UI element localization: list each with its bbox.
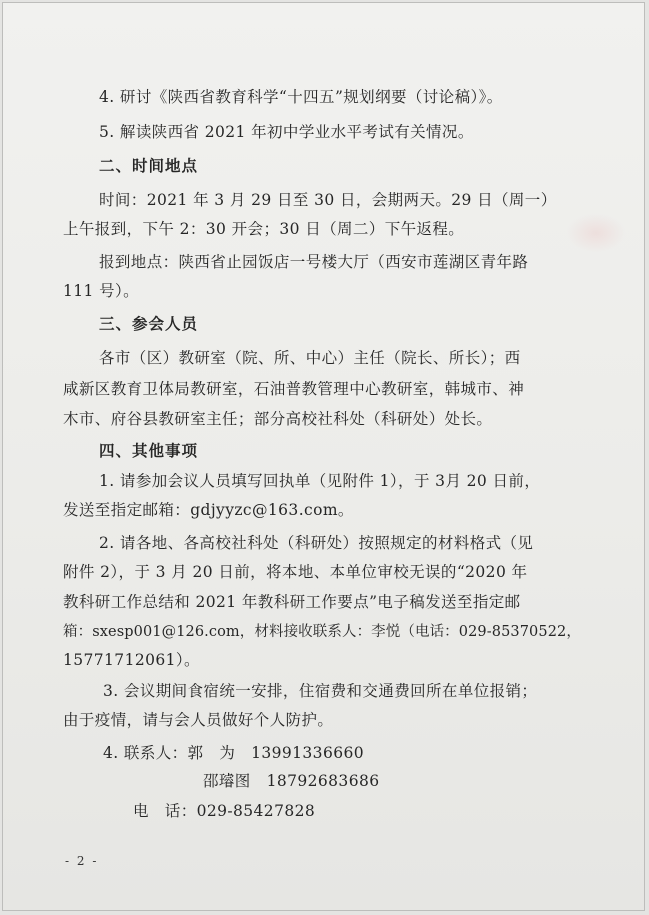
time-line-1: 时间：2021 年 3 月 29 日至 30 日，会期两天。29 日（周一） [99,191,557,209]
contact-person-2: 邵璿图 18792683686 [203,772,380,790]
venue-line-1: 报到地点：陕西省止园饭店一号楼大厅（西安市莲湖区青年路 [99,253,529,271]
other-item-2-line-5: 15771712061）。 [63,651,200,669]
item-5-exam-briefing: 5. 解读陕西省 2021 年初中学业水平考试有关情况。 [99,123,474,141]
section-4-heading: 四、其他事项 [99,442,199,460]
other-item-2-line-4: 箱：sxesp001@126.com，材料接收联系人：李悦（电话：029-85370522， [63,624,581,640]
other-item-2-line-2: 附件 2），于 3 月 20 日前，将本地、本单位审校无误的“2020 年 [63,563,528,581]
other-item-3-line-1: 3. 会议期间食宿统一安排，住宿费和交通费回所在单位报销； [103,682,538,700]
other-item-2-line-1: 2. 请各地、各高校社科处（科研处）按照规定的材料格式（见 [99,534,534,552]
time-line-2: 上午报到，下午 2：30 开会；30 日（周二）下午返程。 [63,220,465,238]
attendees-line-1: 各市（区）教研室（院、所、中心）主任（院长、所长）；西 [99,349,521,367]
other-item-1-line-2: 发送至指定邮箱：gdjyyzc@163.com。 [63,501,354,519]
other-item-3-line-2: 由于疫情，请与会人员做好个人防护。 [63,711,334,729]
attendees-line-3: 木市、府谷县教研室主任；部分高校社科处（科研处）处长。 [63,410,493,428]
contact-phone: 电 话：029-85427828 [133,802,316,820]
document-page [2,2,645,911]
venue-line-2: 111 号）。 [63,282,140,300]
faint-stamp-mark [566,213,626,253]
page-number: - 2 - [65,854,99,868]
section-2-heading: 二、时间地点 [99,157,199,175]
other-item-2-line-3: 教科研工作总结和 2021 年教科研工作要点”电子稿发送至指定邮 [63,593,521,611]
attendees-line-2: 咸新区教育卫体局教研室，石油普教管理中心教研室，韩城市、神 [63,380,525,398]
contact-person-1: 4. 联系人：郭 为 13991336660 [103,744,364,762]
item-4-discuss-outline: 4. 研讨《陕西省教育科学“十四五”规划纲要（讨论稿）》。 [99,88,503,106]
section-3-heading: 三、参会人员 [99,315,199,333]
other-item-1-line-1: 1. 请参加会议人员填写回执单（见附件 1），于 3月 20 日前， [99,472,541,490]
